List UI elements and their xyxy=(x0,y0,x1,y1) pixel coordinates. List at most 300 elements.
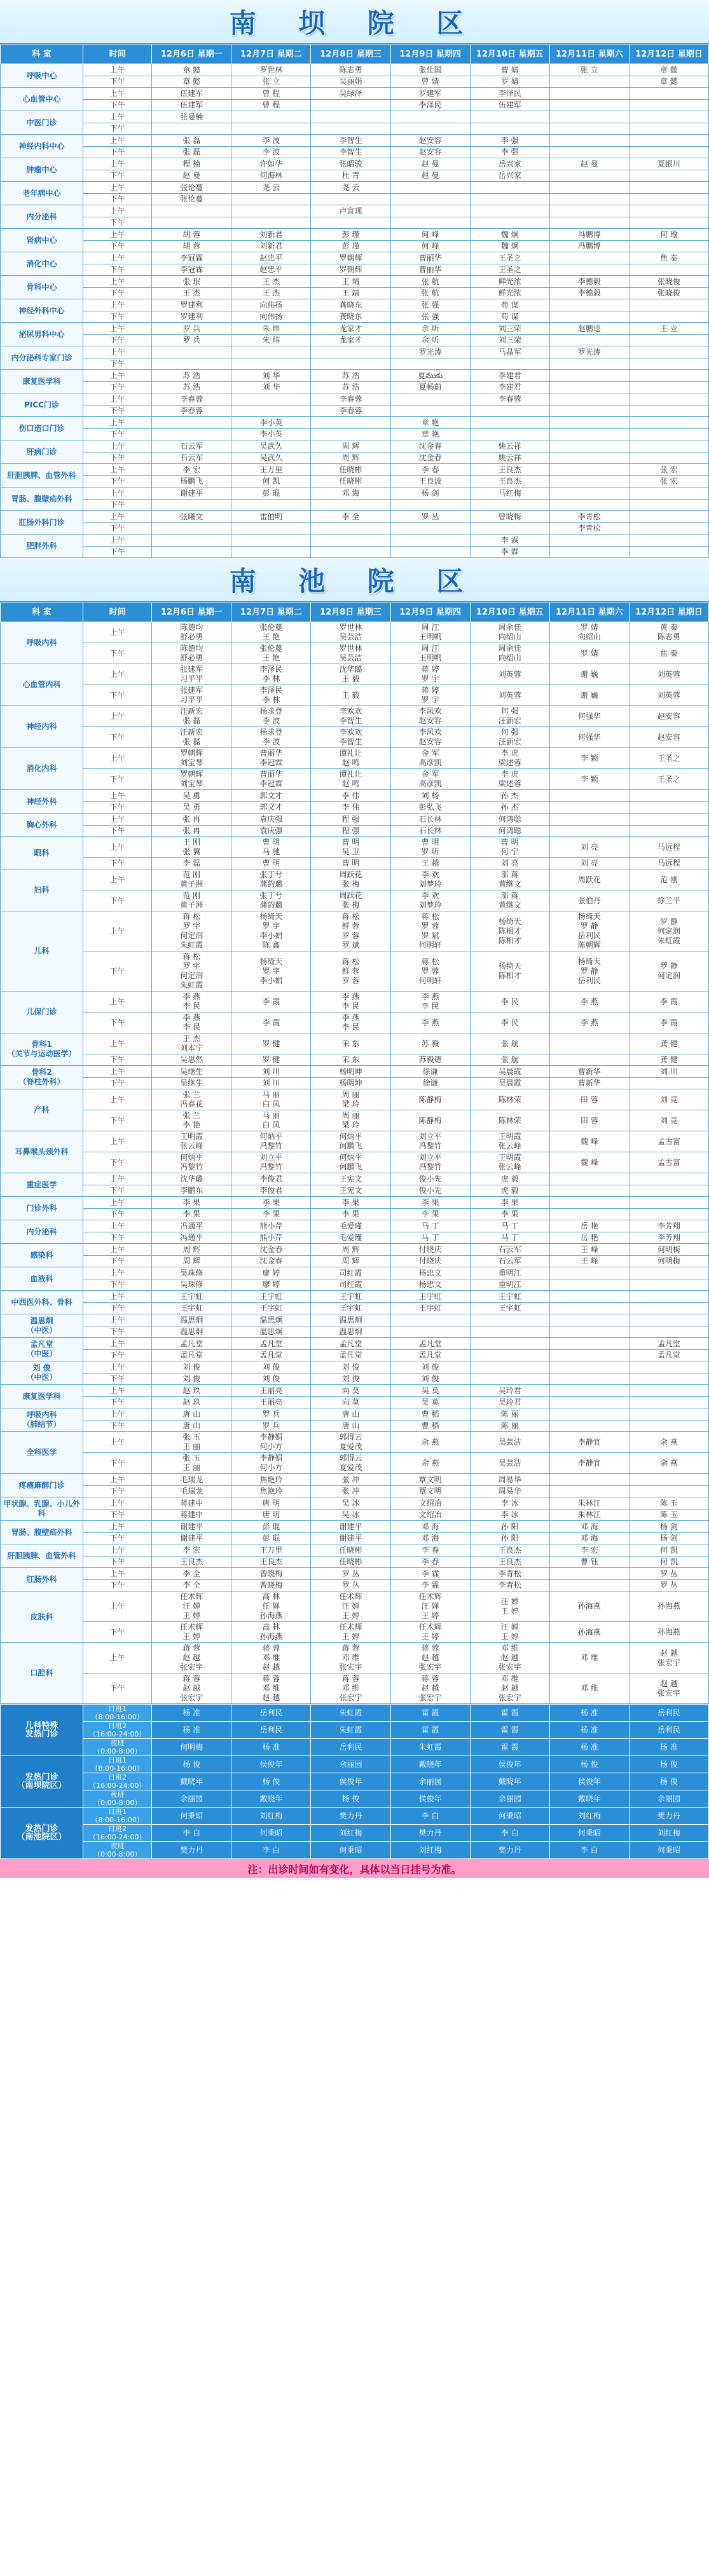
table-row xyxy=(1,1291,709,1303)
doctor-cell: 罗世林 xyxy=(231,64,311,76)
doctor-cell: 龙家才 xyxy=(311,335,390,346)
doctor-cell: 李 虎 梁述蓉 xyxy=(470,748,549,769)
doctor-cell: 杨绮天 罗 宇 李小娟 xyxy=(231,951,311,992)
shift-label: 夜班 （0:00-8:00） xyxy=(83,1842,152,1859)
doctor-cell: 张 航 xyxy=(390,276,470,288)
doctor-cell: 刘英蓉 xyxy=(629,664,708,685)
shift-label: 夜班 （0:00-8:00） xyxy=(83,1790,152,1808)
doctor-cell: 王宇虹 xyxy=(390,1291,470,1303)
doctor-cell xyxy=(549,1350,629,1361)
doctor-cell xyxy=(549,1303,629,1314)
doctor-cell: 张 冲 xyxy=(311,1474,390,1486)
doctor-cell xyxy=(629,440,708,453)
doctor-cell: 伍建军 xyxy=(470,100,549,111)
doctor-cell xyxy=(152,500,231,511)
doctor-cell xyxy=(549,1279,629,1291)
department-name: 胃肠、腹壁疝外科 xyxy=(1,487,83,511)
table-row xyxy=(1,241,709,252)
department-name: 泌尿男科中心 xyxy=(1,323,83,346)
doctor-cell xyxy=(549,476,629,487)
table-row xyxy=(1,1209,709,1220)
doctor-cell: 杨 俊 xyxy=(549,1756,629,1773)
table-row xyxy=(1,1373,709,1385)
session-label: 下午 xyxy=(83,288,152,299)
doctor-cell: 刘立平 冯黎竹 xyxy=(390,1131,470,1152)
session-label: 下午 xyxy=(83,890,152,911)
department-name: 产科 xyxy=(1,1089,83,1131)
doctor-cell xyxy=(549,194,629,205)
doctor-cell: 曹丽华 李冠霖 xyxy=(231,748,311,769)
doctor-cell xyxy=(152,547,231,558)
doctor-cell: 曹 明 xyxy=(311,858,390,869)
doctor-cell: 罗建利 xyxy=(152,311,231,323)
doctor-cell: 袁庆强 xyxy=(231,814,311,826)
doctor-cell: 刘 俊 xyxy=(231,1361,311,1373)
doctor-cell: 张仕国 xyxy=(390,64,470,76)
doctor-cell xyxy=(549,393,629,405)
doctor-cell: 谢建平 xyxy=(152,487,231,500)
doctor-cell xyxy=(231,205,311,217)
doctor-cell xyxy=(311,217,390,229)
doctor-cell xyxy=(390,393,470,405)
table-row xyxy=(1,393,709,405)
doctor-cell: 曾晓梅 xyxy=(470,511,549,523)
doctor-cell: 李建君 xyxy=(470,370,549,382)
doctor-cell xyxy=(470,1338,549,1350)
session-label: 上午 xyxy=(83,1033,152,1054)
doctor-cell: 李 果 xyxy=(390,1209,470,1220)
doctor-cell: 杨绮天 罗 宇 李小娟 陈 鑫 xyxy=(231,911,311,951)
table-row xyxy=(1,299,709,311)
doctor-cell xyxy=(549,417,629,429)
table-row xyxy=(1,64,709,76)
session-label: 下午 xyxy=(83,1580,152,1591)
table-row xyxy=(1,382,709,393)
doctor-cell: 李 强 xyxy=(470,135,549,147)
table-row xyxy=(1,1557,709,1568)
department-name: 孟凡堂 （中医） xyxy=(1,1338,83,1361)
table-row xyxy=(1,1232,709,1244)
doctor-cell: 刘 俊 xyxy=(390,1373,470,1385)
doctor-cell: 孙 杰 xyxy=(470,790,549,802)
table-row xyxy=(1,476,709,487)
doctor-cell: 邬 蒋 黄继文 xyxy=(470,869,549,890)
doctor-cell: 王 杰 xyxy=(152,288,231,299)
doctor-cell: 谭礼让 赵 鸣 xyxy=(311,748,390,769)
doctor-cell: 曹 稻 xyxy=(390,1408,470,1421)
department-name: 中医门诊 xyxy=(1,111,83,135)
doctor-cell: 张 航 xyxy=(390,288,470,299)
doctor-cell: 邓 海 xyxy=(390,1533,470,1544)
doctor-cell: 邓 维 xyxy=(549,1673,629,1704)
doctor-cell: 黄 秦 陈志勇 xyxy=(629,622,708,643)
doctor-cell xyxy=(549,100,629,111)
doctor-cell xyxy=(549,147,629,158)
doctor-cell: 曹 婧 xyxy=(470,64,549,76)
doctor-cell: 霍 霞 xyxy=(390,1705,470,1722)
table-row xyxy=(1,1408,709,1421)
doctor-cell: 杨 准 xyxy=(629,1739,708,1756)
department-name: 全科医学 xyxy=(1,1432,83,1474)
doctor-cell xyxy=(629,346,708,358)
doctor-cell: 谢建平 xyxy=(152,1521,231,1533)
doctor-cell: 张曦文 xyxy=(152,511,231,523)
doctor-cell: 周 江 王明帆 xyxy=(390,622,470,643)
doctor-cell: 夏银川 xyxy=(629,158,708,170)
doctor-cell xyxy=(311,429,390,440)
fever-row xyxy=(1,1722,709,1739)
doctor-cell: 刘 俊 xyxy=(311,1373,390,1385)
doctor-cell: 吴 勇 xyxy=(152,790,231,802)
doctor-cell: 李 果 xyxy=(311,1197,390,1209)
department-name: 内分泌科专家门诊 xyxy=(1,346,83,370)
table-row xyxy=(1,1568,709,1580)
doctor-cell: 孟雪富 xyxy=(629,1131,708,1152)
doctor-cell: 王宇虹 xyxy=(231,1291,311,1303)
doctor-cell xyxy=(470,182,549,194)
doctor-cell: 王 刚 张 翼 xyxy=(152,837,231,858)
doctor-cell: 陈 丽 xyxy=(470,1408,549,1421)
table-row xyxy=(1,858,709,869)
table-row xyxy=(1,1397,709,1408)
session-label: 下午 xyxy=(83,1110,152,1131)
department-name: 心血管内科 xyxy=(1,664,83,706)
doctor-cell xyxy=(470,123,549,135)
table-row xyxy=(1,335,709,346)
doctor-cell xyxy=(231,358,311,370)
doctor-cell: 朱林江 xyxy=(549,1509,629,1521)
doctor-cell: 龚 健 xyxy=(629,1033,708,1054)
doctor-cell: 李 果 xyxy=(231,1209,311,1220)
doctor-cell: 张 玉 王 丽 xyxy=(152,1432,231,1453)
doctor-cell: 周 丽 梁 玲 xyxy=(311,1110,390,1131)
doctor-cell: 向 莫 xyxy=(311,1397,390,1408)
doctor-cell: 邓 维 赵 越 张宏宇 xyxy=(470,1673,549,1704)
doctor-cell: 朱虹霞 xyxy=(390,1739,470,1756)
doctor-cell xyxy=(231,111,311,123)
table-row xyxy=(1,1220,709,1232)
doctor-cell: 霍 霞 xyxy=(470,1705,549,1722)
doctor-cell xyxy=(231,123,311,135)
doctor-cell xyxy=(549,1474,629,1486)
doctor-cell: 杨忠文 xyxy=(390,1279,470,1291)
doctor-cell: 曹 明 xyxy=(231,858,311,869)
doctor-cell xyxy=(629,1267,708,1279)
doctor-cell: 李 燕 李 民 xyxy=(390,992,470,1012)
doctor-cell: 罗朝辉 xyxy=(311,264,390,276)
doctor-cell: 廖 婷 xyxy=(231,1267,311,1279)
doctor-cell: 李 霖 xyxy=(390,1568,470,1580)
column-header: 12月12日 星期日 xyxy=(629,45,708,64)
doctor-cell: 岳 艳 xyxy=(549,1220,629,1232)
doctor-cell: 任晓彬 xyxy=(311,1557,390,1568)
doctor-cell: 吴晨霞 xyxy=(470,1078,549,1089)
doctor-cell: 罗 兵 xyxy=(231,1421,311,1432)
session-label: 下午 xyxy=(83,170,152,182)
doctor-cell: 杨 俊 xyxy=(152,1756,231,1773)
doctor-cell: 刘立平 冯黎竹 xyxy=(390,1152,470,1173)
doctor-cell xyxy=(629,241,708,252)
doctor-cell: 戴晓年 xyxy=(549,1790,629,1808)
doctor-cell: 曾 婧 xyxy=(390,76,470,88)
doctor-cell: 罗 健 xyxy=(231,1033,311,1054)
doctor-cell xyxy=(549,1185,629,1197)
doctor-cell: 吴武久 xyxy=(231,453,311,464)
column-header: 12月8日 星期三 xyxy=(311,603,390,622)
doctor-cell: 王宇虹 xyxy=(231,1303,311,1314)
session-label: 上午 xyxy=(83,1131,152,1152)
doctor-cell: 彭 琨 xyxy=(231,1521,311,1533)
column-header: 12月9日 星期四 xyxy=(390,603,470,622)
session-label: 下午 xyxy=(83,1279,152,1291)
doctor-cell: 焦艳玲 xyxy=(231,1474,311,1486)
session-label: 下午 xyxy=(83,685,152,706)
doctor-cell: 任术辉 王 婷 xyxy=(311,1622,390,1643)
doctor-cell xyxy=(470,417,549,429)
doctor-cell: 蒋 松 鲜 蓉 罗 蓉 罗 斌 xyxy=(311,911,390,951)
session-label: 上午 xyxy=(83,869,152,890)
doctor-cell: 田 蓉 xyxy=(549,1089,629,1110)
doctor-cell: 何炳平 何鹏飞 xyxy=(311,1152,390,1173)
doctor-cell xyxy=(231,523,311,535)
doctor-cell: 李 果 xyxy=(470,1209,549,1220)
doctor-cell: 李 春 xyxy=(390,1557,470,1568)
session-label: 下午 xyxy=(83,429,152,440)
doctor-cell: 张建军 习平平 xyxy=(152,685,231,706)
doctor-cell: 彭 瑾 xyxy=(311,241,390,252)
column-header: 12月10日 星期五 xyxy=(470,45,549,64)
fever-row xyxy=(1,1756,709,1773)
doctor-cell: 邓 海 xyxy=(549,1521,629,1533)
doctor-cell: 何海林 xyxy=(231,170,311,182)
doctor-cell xyxy=(549,1580,629,1591)
doctor-cell: 王宪文 xyxy=(311,1173,390,1185)
doctor-cell: 樊力丹 xyxy=(390,1825,470,1842)
shift-label: 日班2 （16:00-24:00） xyxy=(83,1773,152,1790)
doctor-cell: 李 霖 xyxy=(470,547,549,558)
doctor-cell: 王宇虹 xyxy=(390,1303,470,1314)
fever-row xyxy=(1,1825,709,1842)
doctor-cell: 李 伟 xyxy=(311,790,390,802)
doctor-cell xyxy=(390,111,470,123)
doctor-cell: 罗 丛 xyxy=(390,511,470,523)
session-label: 上午 xyxy=(83,158,152,170)
doctor-cell: 杨鹏飞 xyxy=(152,476,231,487)
doctor-cell: 罗世林 吴芸洁 xyxy=(311,643,390,664)
doctor-cell: 王 毅 xyxy=(311,685,390,706)
session-label: 上午 xyxy=(83,299,152,311)
doctor-cell xyxy=(629,500,708,511)
table-row xyxy=(1,217,709,229)
doctor-cell: 王良杰 xyxy=(152,1557,231,1568)
doctor-cell xyxy=(549,1361,629,1373)
doctor-cell: 周 辉 xyxy=(311,1244,390,1256)
doctor-cell: 岳利民 xyxy=(231,1722,311,1739)
doctor-cell: 苟 谋 xyxy=(470,311,549,323)
doctor-cell: 孟凡堂 xyxy=(231,1350,311,1361)
doctor-cell: 张曼楠 xyxy=(152,111,231,123)
doctor-cell: 李 春 xyxy=(390,464,470,476)
doctor-cell: 周易华 xyxy=(470,1486,549,1497)
doctor-cell: 谢建平 xyxy=(152,1533,231,1544)
session-label: 上午 xyxy=(83,1197,152,1209)
doctor-cell: 唐 山 xyxy=(311,1421,390,1432)
doctor-cell: 任晓彬 xyxy=(311,1544,390,1557)
doctor-cell xyxy=(629,1474,708,1486)
doctor-cell xyxy=(549,1291,629,1303)
doctor-cell: 周跃花 xyxy=(549,869,629,890)
doctor-cell: 岳 艳 xyxy=(549,1232,629,1244)
doctor-cell: 李 白 xyxy=(390,1808,470,1825)
doctor-cell xyxy=(470,429,549,440)
doctor-cell: 李 燕 李 民 xyxy=(311,1012,390,1033)
doctor-cell: 马 丽 白 凤 xyxy=(231,1089,311,1110)
doctor-cell: 孟凡堂 xyxy=(152,1350,231,1361)
nanchi-banner xyxy=(0,558,709,603)
doctor-cell: 李 霖 xyxy=(470,535,549,547)
doctor-cell: 尧 云 xyxy=(311,182,390,194)
session-label: 下午 xyxy=(83,500,152,511)
doctor-cell: 王圣之 xyxy=(629,769,708,790)
table-row xyxy=(1,1256,709,1267)
doctor-cell: 李青松 xyxy=(470,1580,549,1591)
session-label: 上午 xyxy=(83,111,152,123)
shift-label: 日班1 （8:00-16:00） xyxy=(83,1756,152,1773)
doctor-cell: 曹 明 吴 卫 xyxy=(311,837,390,858)
table-row xyxy=(1,100,709,111)
doctor-cell: 王 靖 xyxy=(311,288,390,299)
doctor-cell: 杨 准 xyxy=(152,1722,231,1739)
doctor-cell: 唐 明 xyxy=(231,1497,311,1509)
doctor-cell: 李 波 xyxy=(231,147,311,158)
table-row xyxy=(1,1385,709,1397)
doctor-cell: 谢 巍 xyxy=(549,664,629,685)
doctor-cell: 戴晓年 xyxy=(390,1756,470,1773)
session-label: 下午 xyxy=(83,147,152,158)
doctor-cell xyxy=(390,405,470,417)
doctor-cell xyxy=(629,1373,708,1385)
doctor-cell: 彭弘飞 xyxy=(390,802,470,814)
doctor-cell: 罗建军 xyxy=(390,88,470,100)
doctor-cell: 张伦蔓 xyxy=(152,194,231,205)
doctor-cell: 李冠霖 xyxy=(152,264,231,276)
doctor-cell: 何炳平 冯黎竹 xyxy=(152,1152,231,1173)
doctor-cell xyxy=(549,1326,629,1338)
doctor-cell: 章 艳 xyxy=(390,429,470,440)
doctor-cell: 何 峰 xyxy=(390,241,470,252)
doctor-cell: 吴绿泽 xyxy=(311,88,390,100)
doctor-cell: 张 航 xyxy=(470,1033,549,1054)
doctor-cell: 罗 丛 xyxy=(311,1568,390,1580)
doctor-cell: 杨 准 xyxy=(152,1705,231,1722)
table-row xyxy=(1,1110,709,1131)
doctor-cell: 程 楠 xyxy=(152,158,231,170)
table-row xyxy=(1,706,709,727)
doctor-cell: 郭文才 xyxy=(231,790,311,802)
doctor-cell xyxy=(152,358,231,370)
doctor-cell: 徐兰平 xyxy=(629,890,708,911)
doctor-cell xyxy=(629,358,708,370)
doctor-cell: 沈金春 xyxy=(231,1256,311,1267)
doctor-cell: 刘英蓉 xyxy=(470,664,549,685)
doctor-cell: 李 白 xyxy=(470,1825,549,1842)
doctor-cell: 霍 霞 xyxy=(470,1722,549,1739)
department-name: 呼吸内科 xyxy=(1,622,83,664)
doctor-cell: 吴 冰 xyxy=(311,1509,390,1521)
doctor-cell: 李俊君 xyxy=(231,1185,311,1197)
doctor-cell: 何强华 xyxy=(549,706,629,727)
table-row xyxy=(1,748,709,769)
doctor-cell xyxy=(629,790,708,802)
doctor-cell xyxy=(629,1408,708,1421)
doctor-cell: 姚云祥 xyxy=(470,453,549,464)
doctor-cell: 刘红梅 xyxy=(390,1842,470,1859)
session-label: 下午 xyxy=(83,1209,152,1220)
doctor-cell: 周 辉 xyxy=(311,453,390,464)
doctor-cell: 刘 亮 xyxy=(549,837,629,858)
doctor-cell xyxy=(152,535,231,547)
department-name: 内分泌科 xyxy=(1,205,83,229)
doctor-cell: 高 林 任 婵 孙海燕 xyxy=(231,1591,311,1622)
doctor-cell: 毛瑞龙 xyxy=(152,1486,231,1497)
doctor-cell: 章 懿 xyxy=(629,76,708,88)
column-header: 12月9日 星期四 xyxy=(390,45,470,64)
doctor-cell xyxy=(629,88,708,100)
doctor-cell: 孙 杰 xyxy=(470,802,549,814)
doctor-cell: 谢建平 xyxy=(311,1521,390,1533)
doctor-cell: 赵 越 张宏宇 xyxy=(629,1643,708,1673)
doctor-cell: 赵 曼 xyxy=(390,170,470,182)
nanchi-header-row xyxy=(1,603,709,622)
department-name: 眼科 xyxy=(1,837,83,869)
doctor-cell: 杨 俊 xyxy=(311,1790,390,1808)
table-row xyxy=(1,311,709,323)
doctor-cell: 李德毅 xyxy=(549,288,629,299)
doctor-cell: 苏毅德 xyxy=(390,1054,470,1066)
doctor-cell xyxy=(549,76,629,88)
doctor-cell xyxy=(311,417,390,429)
doctor-cell: 岳利民 xyxy=(629,1705,708,1722)
table-row xyxy=(1,1591,709,1622)
doctor-cell: 吴芸洁 xyxy=(470,1432,549,1453)
doctor-cell: 杨 俊 xyxy=(629,1773,708,1790)
doctor-cell: 霍 霞 xyxy=(390,1722,470,1739)
doctor-cell: 李 春 xyxy=(390,1544,470,1557)
session-label: 上午 xyxy=(83,511,152,523)
doctor-cell: 罗 婧 xyxy=(549,643,629,664)
doctor-cell: 杨 俊 xyxy=(629,1756,708,1773)
doctor-cell: 李 颖 xyxy=(549,769,629,790)
doctor-cell: 杨绮天 陈相才 陈相才 xyxy=(470,911,549,951)
doctor-cell xyxy=(629,194,708,205)
table-row xyxy=(1,1131,709,1152)
doctor-cell: 张 强 xyxy=(390,299,470,311)
department-name: 温思炯 （中医） xyxy=(1,1314,83,1338)
doctor-cell: 赵 玖 xyxy=(152,1397,231,1408)
doctor-cell: 张建军 习平平 xyxy=(152,664,231,685)
nanba-title: 南 坝 院 区 xyxy=(229,8,480,39)
doctor-cell xyxy=(629,264,708,276)
doctor-cell xyxy=(470,1326,549,1338)
session-label: 上午 xyxy=(83,417,152,429)
doctor-cell xyxy=(549,1267,629,1279)
doctor-cell xyxy=(549,500,629,511)
session-label: 上午 xyxy=(83,229,152,241)
doctor-cell: 赵忠平 xyxy=(231,264,311,276)
doctor-cell: 刘红梅 xyxy=(629,1825,708,1842)
doctor-cell: 马 丁 xyxy=(390,1232,470,1244)
doctor-cell: 刘红梅 xyxy=(549,1808,629,1825)
